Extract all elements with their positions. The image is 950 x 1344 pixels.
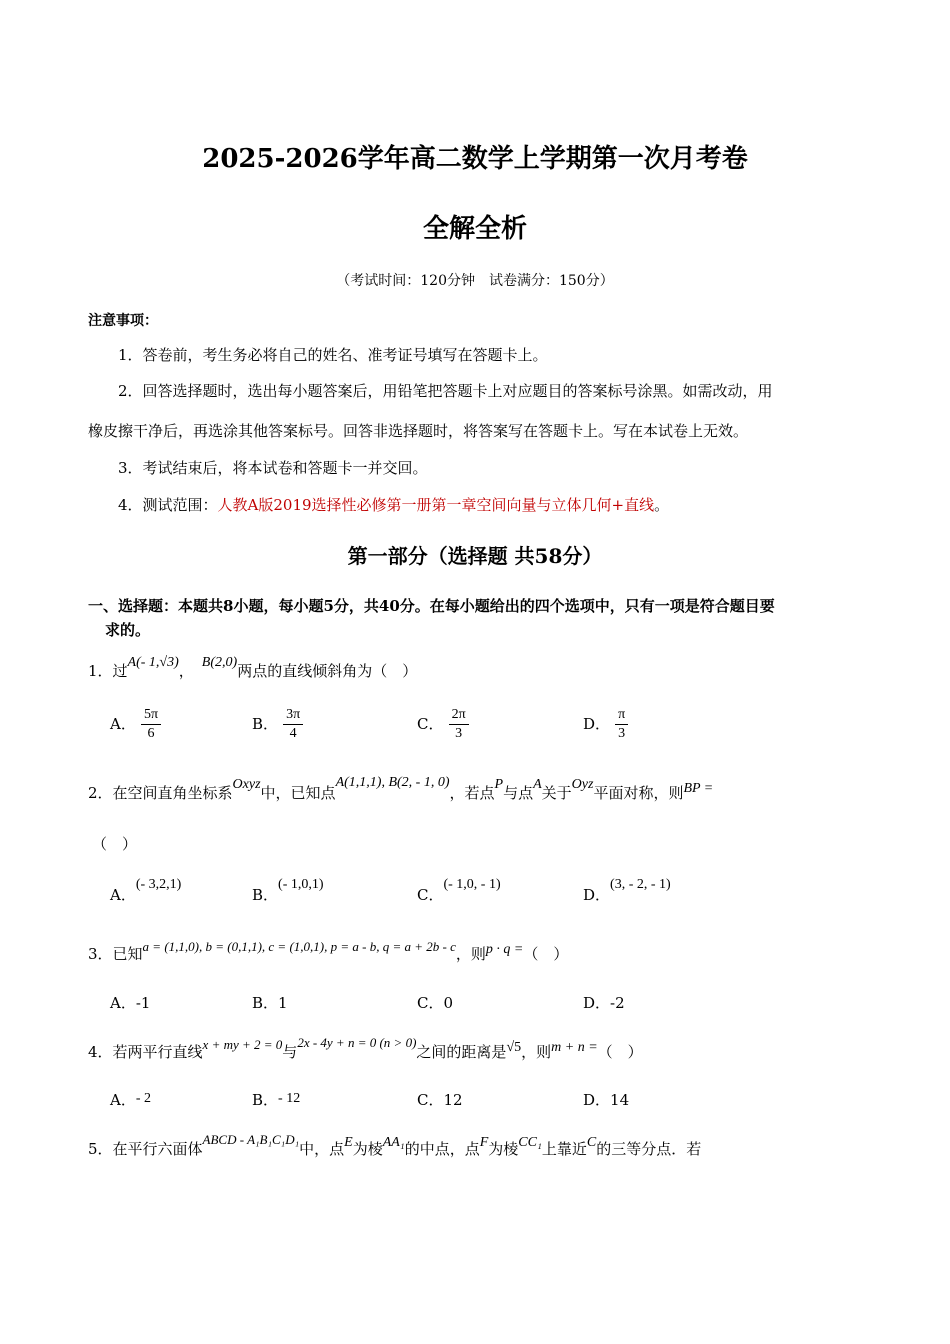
q2-option-d-value: (3, - 2, - 1) [610,877,671,892]
q5-text-5: 为棱 [488,1140,519,1158]
q3-option-c-value: 0 [443,994,454,1012]
q1-option-b-fraction [283,706,303,743]
q4-option-a-value: - 2 [135,1091,152,1106]
q4-text-1: 4．若两平行直线 [88,1043,203,1061]
q2-paren: （ ） [92,835,138,853]
q1-option-d-label: D． [583,715,611,733]
q2-point-a: A [533,777,542,792]
q3-option-d-value: -2 [610,994,625,1012]
q4-option-b[interactable] [252,1089,300,1110]
q3-text-1: 3．已知 [88,945,143,963]
q1-point-b: B(2,0) [201,655,238,670]
scope-suffix: 。 [654,496,670,514]
q5-point-e: E [344,1135,353,1150]
q2-text-1: 2．在空间直角坐标系 [88,784,233,802]
q2-option-a-label: A． [110,886,136,904]
q5-text-3: 为棱 [352,1140,383,1158]
q1-option-a-num: 5π [141,706,161,725]
q4-option-a-label: A． [110,1091,136,1109]
q1-option-b-den: 4 [289,726,297,741]
q4-line-2: 2x - 4y + n = 0 (n > 0) [297,1035,417,1050]
q2-option-c-value: (- 1,0, - 1) [443,877,501,892]
q3-option-b[interactable] [252,992,288,1013]
question-3 [88,939,569,964]
exam-subtitle: 全解全析 [422,214,527,244]
question-5 [88,1132,702,1159]
notice-item-4 [118,494,669,515]
q2-option-d-label: D． [583,886,611,904]
q4-option-d[interactable] [583,1089,629,1110]
q3-option-c-label: C． [417,994,444,1012]
q1-option-c-den: 3 [455,726,463,741]
q4-text-2: 与 [282,1043,298,1061]
q4-option-c[interactable] [417,1089,463,1110]
q3-option-a[interactable] [110,992,150,1013]
notice-item-1: 1．答卷前，考生务必将自己的姓名、准考证号填写在答题卡上。 [118,346,548,364]
q5-text-7: 的三等分点．若 [596,1140,702,1158]
notice-item-2: 2．回答选择题时，选出每小题答案后，用铅笔把答题卡上对应题目的答案标号涂黑。如需改动，用 [118,382,773,400]
exam-title: 2025-2026学年高二数学上学期第一次月考卷 [202,144,748,174]
q3-option-c[interactable] [417,992,453,1013]
notice-item-2-cont: 橡皮擦干净后，再选涂其他答案标号。回答非选择题时，将答案写在答题卡上。写在本试卷上无效。 [88,422,749,440]
q2-bp: BP = [683,781,714,796]
q2-text-5: 关于 [541,784,572,802]
q4-option-a[interactable] [110,1089,151,1110]
q5-text-4: 的中点，点 [404,1140,480,1158]
q1-option-c[interactable] [417,706,469,743]
q1-option-a-fraction [141,706,161,743]
q4-option-c-label: C． [417,1091,444,1109]
q4-text-3: 之间的距离是 [416,1043,507,1061]
q3-text-3: （ ） [523,945,569,963]
question-2 [88,775,714,803]
q2-system: Oxyz [232,777,261,792]
q2-text-4: 与点 [503,784,534,802]
q2-option-a-value: (- 3,2,1) [135,877,182,892]
q2-plane: Oyz [571,777,594,792]
q5-text-2: 中，点 [299,1140,345,1158]
q4-mn: m + n = [551,1040,598,1055]
q1-text: 两点的直线倾斜角为（ ） [237,662,418,680]
question-1 [88,655,418,681]
q4-option-d-value: 14 [610,1091,630,1109]
q2-point-p: P [494,777,504,792]
q4-option-d-label: D． [583,1091,611,1109]
q2-text-3: ，若点 [449,784,495,802]
q2-option-d[interactable] [583,872,671,904]
q1-point-a: A(- 1,√3) [127,655,179,670]
q3-option-d[interactable] [583,992,625,1013]
q5-text-1: 5．在平行六面体 [88,1140,203,1158]
q2-option-b[interactable] [252,872,324,904]
q5-body: ABCD - A₁B₁C₁D₁ [202,1132,300,1147]
notice-item-3: 3．考试结束后，将本试卷和答题卡一并交回。 [118,459,428,477]
q2-text-6: 平面对称，则 [593,784,684,802]
q1-option-b-label: B． [252,715,279,733]
scope-text: 人教A版2019选择性必修第一册第一章空间向量与立体几何+直线 [217,496,655,514]
section-heading-line2: 求的。 [105,621,151,639]
q3-expression: a = (1,1,0), b = (0,1,1), c = (1,0,1), p = a - b, q = a + 2b - c [142,939,456,954]
q1-option-a[interactable] [110,706,161,743]
q1-option-d-fraction [615,706,628,743]
q1-number: 1．过 [88,662,128,680]
q1-sep: ， [178,662,194,680]
q2-option-a[interactable] [110,872,182,904]
q1-option-c-num: 2π [449,706,469,725]
q1-option-c-fraction [449,706,469,743]
q4-line-1: x + my + 2 = 0 [202,1037,283,1052]
q1-option-d-num: π [615,706,628,725]
notice-heading: 注意事项： [88,313,158,329]
q2-points: A(1,1,1), B(2, - 1, 0) [335,775,450,790]
q3-pq: p · q = [485,942,524,957]
q5-edge-cc1: CC₁ [518,1135,542,1150]
q4-option-b-value: - 12 [278,1091,301,1106]
q3-option-d-label: D． [583,994,611,1012]
q3-option-b-label: B． [252,994,279,1012]
q2-option-c-label: C． [417,886,444,904]
section-heading-line1: 一、选择题：本题共8小题，每小题5分，共40分。在每小题给出的四个选项中，只有一项是符合题目要 [88,597,775,615]
q5-edge-aa1: AA₁ [382,1135,405,1150]
q1-option-d-den: 3 [618,726,626,741]
exam-info: （考试时间：120分钟 试卷满分：150分） [336,273,614,289]
q2-text-2: 中，已知点 [260,784,336,802]
q3-option-b-value: 1 [278,994,288,1012]
q4-option-c-value: 12 [443,1091,463,1109]
scope-prefix: 4．测试范围： [118,496,218,514]
q1-option-d[interactable] [583,706,628,743]
q5-point-f: F [479,1135,489,1150]
q1-option-a-label: A． [110,715,136,733]
q1-option-b-num: 3π [283,706,303,725]
q5-point-c: C [586,1135,597,1150]
part-title: 第一部分（选择题 共58分） [347,544,603,568]
q3-option-a-value: -1 [135,994,151,1012]
q3-text-2: ，则 [455,945,486,963]
q1-option-b[interactable] [252,706,303,743]
q4-option-b-label: B． [252,1091,279,1109]
q1-option-c-label: C． [417,715,444,733]
question-4 [88,1035,643,1062]
q1-option-a-den: 6 [147,726,155,741]
section-heading [88,594,868,642]
q2-option-b-value: (- 1,0,1) [278,877,324,892]
q2-option-b-label: B． [252,886,279,904]
q4-distance: √5 [506,1040,522,1055]
q2-option-c[interactable] [417,872,501,904]
q3-option-a-label: A． [110,994,136,1012]
q5-text-6: 上靠近 [541,1140,587,1158]
q4-text-5: （ ） [597,1043,643,1061]
q4-text-4: ，则 [521,1043,552,1061]
